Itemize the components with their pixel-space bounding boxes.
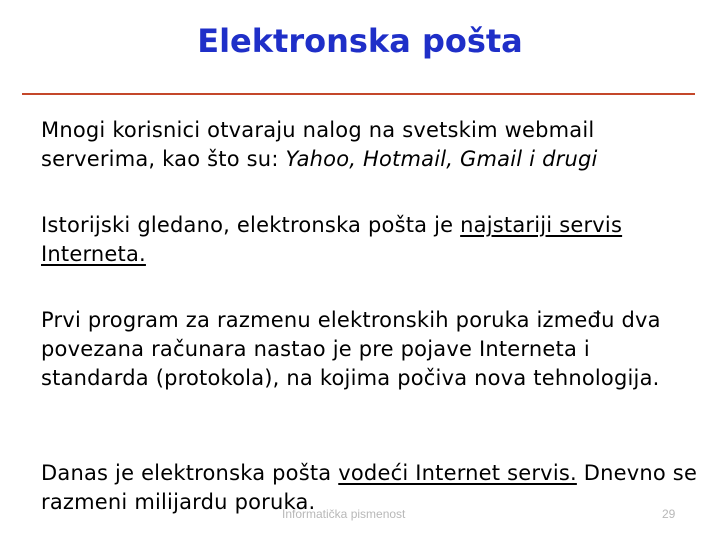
title-divider bbox=[22, 93, 695, 95]
leading-service-underlined: vodeći Internet servis. bbox=[338, 461, 577, 485]
paragraph-history-text: Istorijski gledano, elektronska pošta je bbox=[41, 213, 461, 237]
paragraph-webmail bbox=[41, 116, 701, 174]
slide-footer: Informatička pismenost bbox=[282, 507, 406, 521]
slide-title: Elektronska pošta bbox=[197, 22, 523, 60]
paragraph-today-text-a: Danas je elektronska pošta bbox=[41, 461, 339, 485]
webmail-examples: Yahoo, Hotmail, Gmail i drugi bbox=[285, 147, 598, 171]
paragraph-history bbox=[41, 211, 701, 269]
oldest-service-underlined: najstariji servis Interneta. bbox=[41, 213, 623, 266]
paragraph-first-program: Prvi program za razmenu elektronskih poruka između dva povezana računara nastao je pre pojave Interneta i standarda (protokola), na kojima počiva nova tehnologija. bbox=[41, 308, 661, 390]
paragraph-today-text-b: Dnevno se razmeni milijardu poruka. bbox=[41, 461, 698, 514]
page-number: 29 bbox=[662, 507, 676, 521]
paragraph-webmail-text: Mnogi korisnici otvaraju nalog na svetskim webmail serverima, kao što su: bbox=[41, 118, 595, 171]
